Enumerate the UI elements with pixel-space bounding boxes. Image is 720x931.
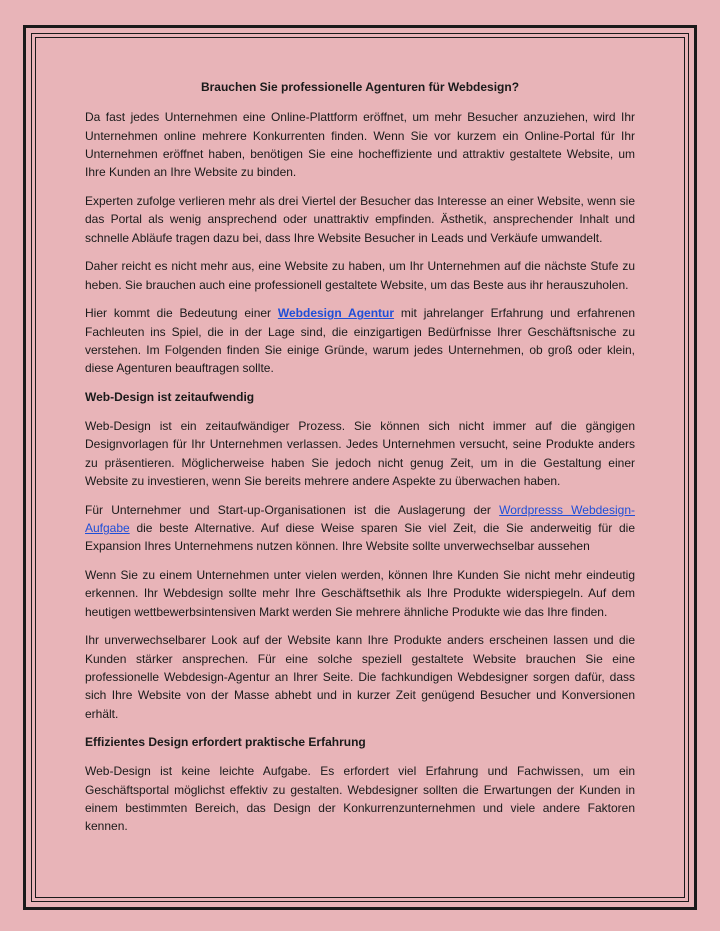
- paragraph-process: Web-Design ist ein zeitaufwändiger Prozess. Sie können sich nicht immer auf die gängigen Designvorlagen für Ihr Unternehmen verlassen. Jedes Unternehmen versucht, seine Produkte anders zu präsentieren. Möglicherweise haben Sie jedoch nicht genug Zeit, um in die Gestaltung einer Website zu investieren, wenn Sie bereits mehrere andere Aspekte zu überwachen haben.: [85, 418, 635, 488]
- paragraph-agency-text-after: mit jahrelanger Erfahrung und erfahrenen Fachleuten ins Spiel, die in der Lage sind, die einzigartigen Bedürfnisse Ihrer Geschäftsnische zu verstehen. Im Folgenden finden Sie einige Gründe, warum jedes Unternehmen, ob groß oder klein, diese Agenturen beauftragen sollte.: [85, 306, 635, 376]
- paragraph-experts: Experten zufolge verlieren mehr als drei Viertel der Besucher das Interesse an einer Website, wenn sie das Portal als wenig ansprechend oder unattraktiv empfinden. Ästhetik, ansprechender Inhalt und schnelle Abläufe tragen dazu bei, dass Ihre Website Besucher in Leads und Verkäufe umwandelt.: [85, 193, 635, 245]
- heading-time-consuming: Web-Design ist zeitaufwendig: [85, 390, 255, 405]
- document-title: Brauchen Sie professionelle Agenturen für Webdesign?: [200, 80, 520, 94]
- paragraph-agency-text-before: Hier kommt die Bedeutung einer: [85, 306, 278, 321]
- paragraph-outsourcing-text-after: die beste Alternative. Auf diese Weise sparen Sie viel Zeit, die Sie anderweitig für die Expansion Ihres Unternehmens nutzen können. Ihre Website sollte unverwechselbar aussehen: [85, 520, 635, 554]
- paragraph-outsourcing: [85, 501, 635, 556]
- document-page: [85, 78, 635, 846]
- paragraph-agency: [85, 304, 635, 377]
- paragraph-outsourcing-text-before: Für Unternehmer und Start-up-Organisationen ist die Auslagerung der: [85, 502, 500, 517]
- webdesign-agentur-link[interactable]: Webdesign Agentur: [277, 306, 395, 321]
- heading-experience: Effizientes Design erfordert praktische Erfahrung: [85, 735, 366, 750]
- paragraph-next-level: Daher reicht es nicht mehr aus, eine Website zu haben, um Ihr Unternehmen auf die nächste Stufe zu heben. Sie brauchen auch eine professionell gestaltete Website, um das Beste aus ihr herauszuholen.: [85, 259, 635, 292]
- paragraph-intro: Da fast jedes Unternehmen eine Online-Plattform eröffnet, um mehr Besucher anzuziehen, wird Ihr Unternehmen online mehrere Konkurrenten finden. Wenn Sie vor kurzem ein Online-Portal für Ihr Unternehmen eröffnet haben, benötigen Sie eine hocheffiziente und attraktiv gestaltete Website, um Ihre Kunden an Ihre Website zu binden.: [85, 110, 635, 180]
- paragraph-expertise: Web-Design ist keine leichte Aufgabe. Es erfordert viel Erfahrung und Fachwissen, um ein Geschäftsportal möglichst effektiv zu gestalten. Webdesigner sollten die Erwartungen der Kunden in einem bestimmten Bereich, das Design der Konkurrenzunternehmen und viele andere Faktoren kennen.: [85, 764, 635, 834]
- paragraph-distinct: Wenn Sie zu einem Unternehmen unter vielen werden, können Ihre Kunden Sie nicht mehr eindeutig erkennen. Ihr Webdesign sollte mehr Ihre Geschäftsethik als Ihre Produkte widerspiegeln. Auf dem heutigen wettbewerbsintensiven Markt werden Sie mehrere ähnliche Produkte wie das Ihre finden.: [85, 568, 635, 619]
- paragraph-look: Ihr unverwechselbarer Look auf der Website kann Ihre Produkte anders erscheinen lassen und die Kunden stärker ansprechen. Für eine solche speziell gestaltete Website brauchen Sie eine professionelle Webdesign-Agentur an Ihrer Seite. Die fachkundigen Webdesigner sorgen dafür, dass sich Ihre Website von der Masse abhebt und in kurzer Zeit genügend Besucher und Konversionen erhält.: [85, 633, 635, 721]
- wordpress-webdesign-link[interactable]: Wordpresss Webdesign-Aufgabe: [85, 502, 635, 535]
